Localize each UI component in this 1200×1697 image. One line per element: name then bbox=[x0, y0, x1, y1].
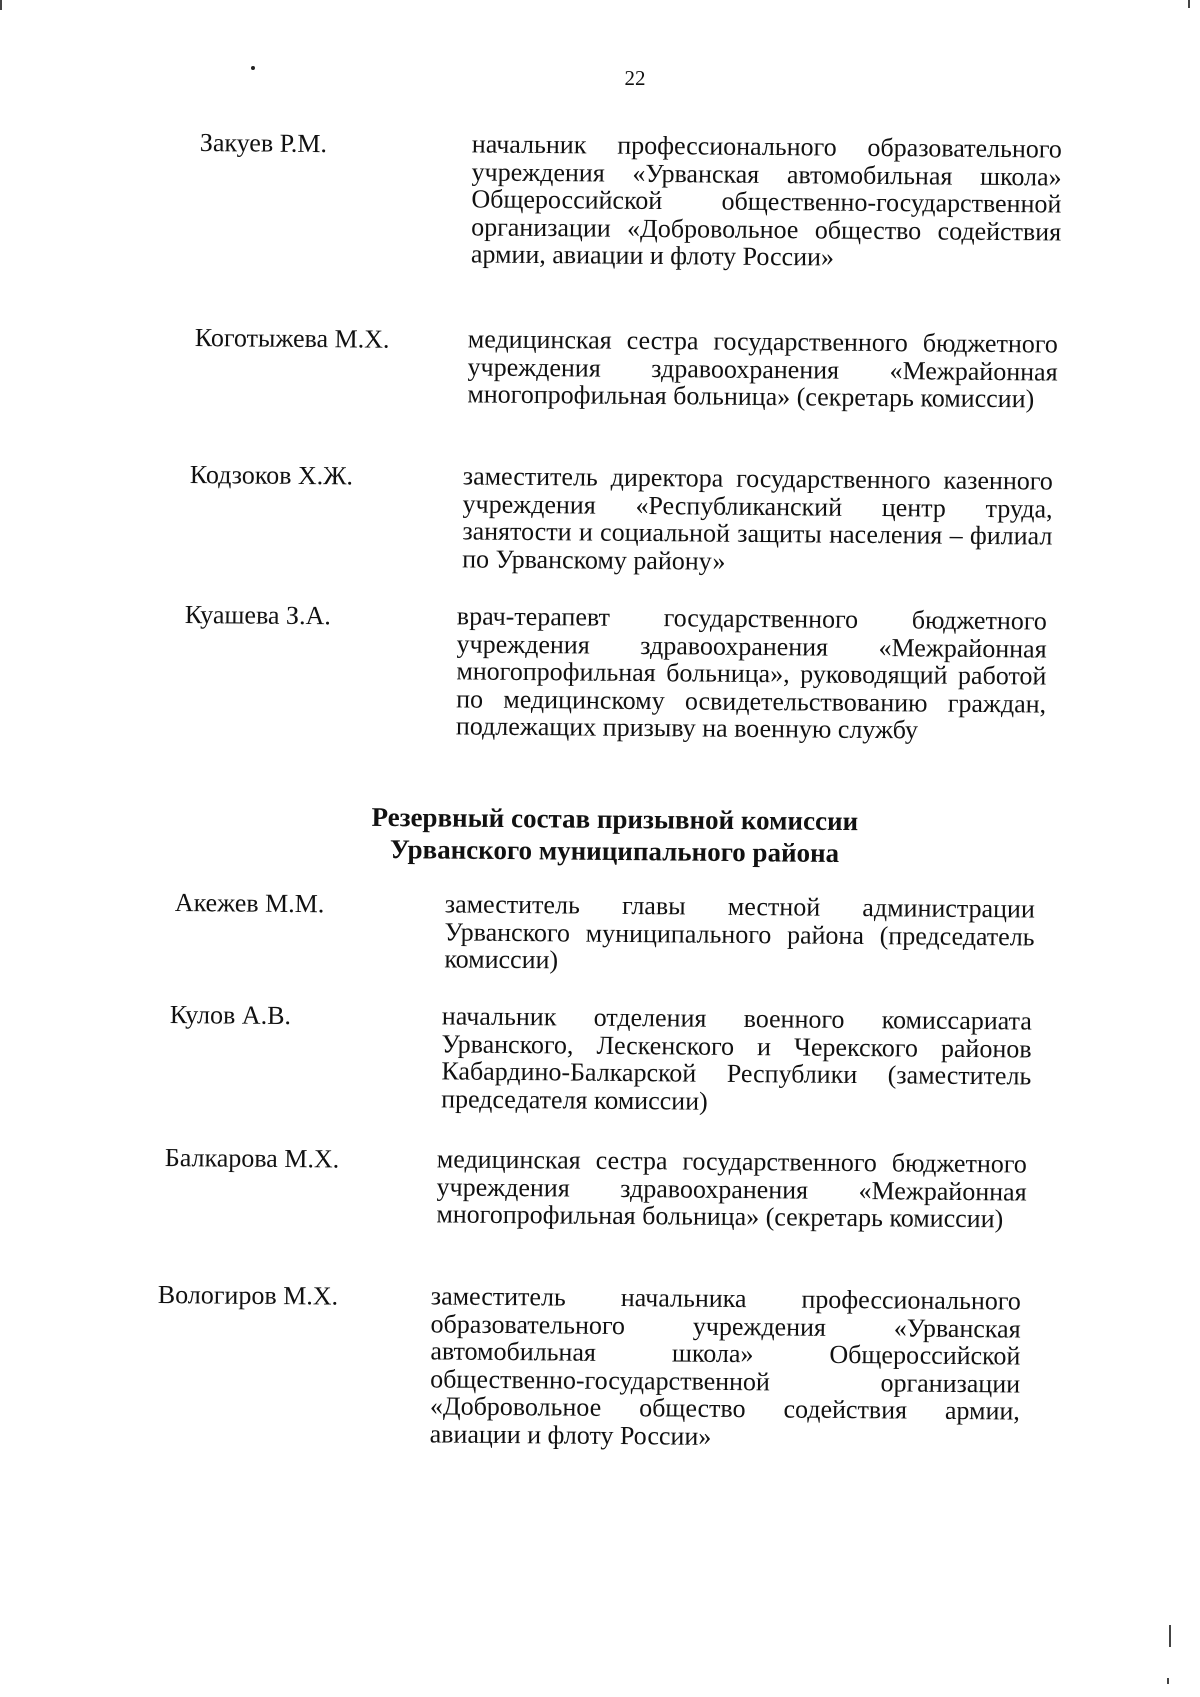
member-role: врач-терапевт государственного бюджетного учреждения здравоохранения «Межрайонная многопрофильная больница», руководящий работой по медицинскому освидетельствованию граждан, подлежащих призыву на военную службу bbox=[455, 601, 1047, 745]
member-name: Куашева З.А. bbox=[184, 600, 331, 631]
member-role: заместитель главы местной администрации Урванского муниципального района (председатель комиссии) bbox=[444, 889, 1035, 975]
member-name: Закуев Р.М. bbox=[199, 128, 328, 159]
scan-edge-mark bbox=[0, 0, 2, 10]
member-role: медицинская сестра государственного бюджетного учреждения здравоохранения «Межрайонная многопрофильная больница» (секретарь комиссии) bbox=[436, 1144, 1027, 1234]
section-title bbox=[0, 798, 1200, 873]
scan-edge-mark bbox=[1188, 0, 1190, 8]
scan-edge-mark bbox=[1169, 1625, 1171, 1647]
member-name: Кулов А.В. bbox=[169, 1000, 292, 1031]
member-role: медицинская сестра государственного бюджетного учреждения здравоохранения «Межрайонная многопрофильная больница» (секретарь комиссии) bbox=[467, 324, 1058, 414]
member-role: заместитель начальника профессионального образовательного учреждения «Урванская автомобильная школа» Общероссийской общественно-государственной организации «Добровольное общество содействия армии, авиации и флоту России» bbox=[429, 1281, 1021, 1451]
member-role: начальник профессионального образовательного учреждения «Урванская автомобильная школа» Общероссийской общественно-государственной организации «Добровольное общество содействия армии, авиации и флоту России» bbox=[470, 129, 1062, 272]
member-role: начальник отделения военного комиссариата Урванского, Лескенского и Черекского районов Кабардино-Балкарской Республики (заместитель председателя комиссии) bbox=[441, 1001, 1032, 1116]
member-name: Акежев М.М. bbox=[174, 888, 325, 919]
member-name: Кодзоков Х.Ж. bbox=[189, 460, 354, 491]
member-name: Коготыжева М.Х. bbox=[194, 323, 390, 354]
page-number: 22 bbox=[624, 66, 646, 90]
section-title-line: Резервный состав призывной комиссии bbox=[371, 801, 859, 837]
section-title-line: Урванского муниципального района bbox=[389, 834, 840, 868]
member-name: Балкарова М.Х. bbox=[164, 1143, 340, 1174]
member-name: Вологиров М.Х. bbox=[157, 1280, 339, 1311]
scan-edge-mark bbox=[1167, 1678, 1169, 1684]
member-role: заместитель директора государственного казенного учреждения «Республиканский центр труда, занятости и социальной защиты населения – филиал по Урванскому району» bbox=[462, 461, 1053, 576]
